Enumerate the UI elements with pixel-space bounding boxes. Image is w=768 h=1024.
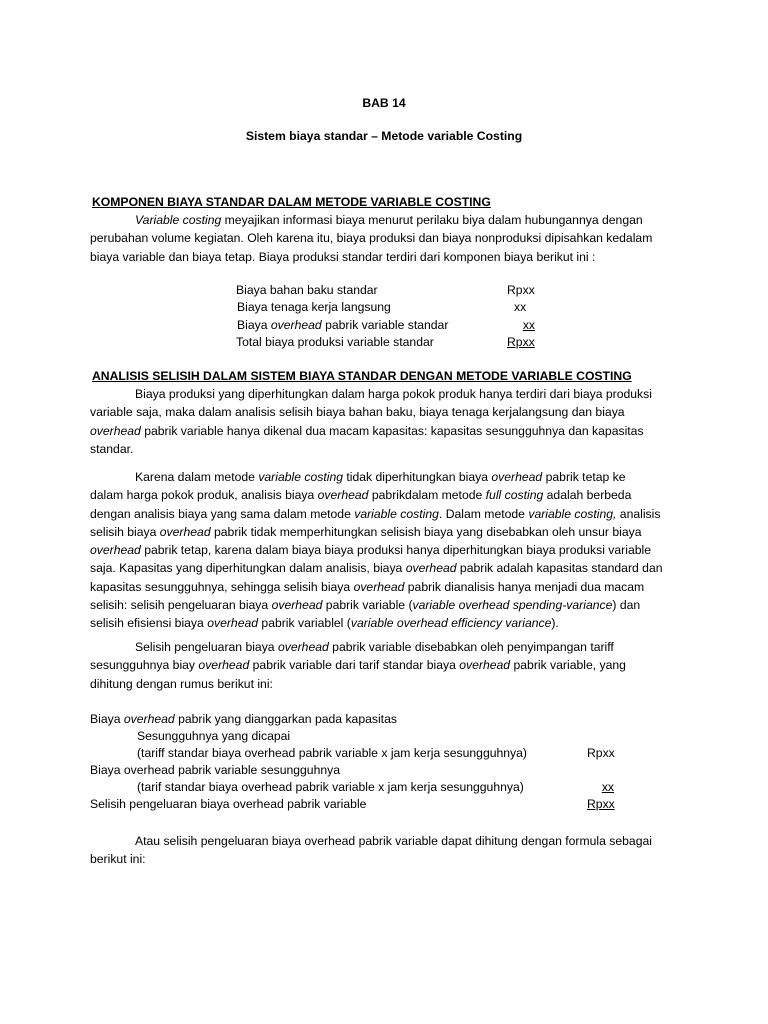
paragraph-line [90, 578, 690, 596]
cost-row-value: Rpxx [507, 335, 535, 349]
italic-term: overhead [353, 579, 405, 594]
italic-term: overhead [317, 488, 369, 503]
paragraph-line [90, 486, 690, 504]
italic-term: overhead [491, 470, 543, 484]
paragraph-line [90, 422, 690, 440]
paragraph-line: Biaya produksi yang diperhitungkan dalam harga pokok produk hanya terdiri dari biaya produksi [135, 387, 652, 401]
text-run: kapasitas sesungguhnya, sehingga selisih biaya [90, 579, 354, 594]
paragraph-line [90, 505, 690, 523]
italic-term: overhead [270, 318, 322, 332]
text-run: pabrik variable ( [322, 598, 413, 613]
cost-row-label: Biaya tenaga kerja langsung [237, 300, 391, 314]
paragraph-line [90, 211, 690, 229]
cost-row-value: xx [522, 318, 535, 332]
text-run: dalam harga pokok produk, analisis biaya [90, 488, 318, 503]
text-run: analisis [616, 506, 661, 521]
cost-row-value: Rpxx [507, 283, 535, 297]
italic-term: Variable costing [135, 213, 222, 227]
section2-paragraph-2 [90, 468, 690, 633]
italic-term: variable costing [258, 470, 343, 484]
cost-row-label: Biaya bahan baku standar [236, 283, 378, 297]
italic-term: overhead [271, 598, 323, 613]
paragraph-line: biaya variable dan biaya tetap. Biaya produksi standar terdiri dari komponen biaya berikut ini : [90, 249, 596, 264]
section2-paragraph-1 [90, 385, 690, 458]
text-run: selisih efisiensi biaya [90, 616, 208, 631]
text-run: ). [551, 616, 559, 631]
text-run: Biaya [90, 712, 124, 726]
text-run: selisih biaya [90, 524, 160, 539]
paragraph-line [90, 614, 690, 632]
text-run: pabrik dianalisis hanya menjadi dua macam [404, 579, 645, 594]
formula-value: Rpxx [587, 797, 615, 811]
text-run: Biaya [237, 318, 271, 332]
text-run: meyajikan informasi biaya menurut perilaku biya dalam hubungannya dengan [221, 213, 643, 227]
paragraph-line: perubahan volume kegiatan. Oleh karena itu, biaya produksi dan biaya nonproduksi dipisahkan kedalam [90, 231, 653, 246]
section2-paragraph-4 [90, 832, 690, 869]
italic-term: overhead [405, 561, 457, 576]
formula-value: Rpxx [587, 746, 615, 760]
italic-term: overhead [90, 423, 141, 438]
formula-line: Biaya overhead pabrik variable sesungguhnya [90, 763, 341, 777]
italic-term: overhead [459, 658, 511, 673]
italic-term: overhead [159, 524, 211, 539]
formula-line: (tarif standar biaya overhead pabrik variable x jam kerja sesungguhnya) [137, 780, 524, 794]
paragraph-line: variable saja, maka dalam analisis selisih biaya bahan baku, biaya tenaga kerjalangsung dan biaya [90, 405, 625, 420]
text-run: pabrik tidak memperhitungkan selisish biaya yang disebabkan oleh unsur biaya [210, 524, 642, 539]
text-run: ) dan [612, 598, 641, 613]
paragraph-line: standar. [90, 441, 134, 456]
italic-term: overhead [207, 616, 259, 631]
paragraph-line [90, 638, 690, 656]
text-run: saja. Kapasitas yang diperhitungkan dalam analisis, biaya [90, 561, 406, 576]
text-run: pabrik variable, yang [510, 658, 626, 673]
text-run: pabrik adalah kapasitas standard dan [456, 561, 663, 576]
paragraph-line [90, 541, 690, 559]
text-run: Selisih pengeluaran biaya [135, 640, 278, 654]
italic-term: variable costing [354, 506, 439, 521]
text-run: pabrik yang dianggarkan pada kapasitas [174, 712, 397, 726]
text-run: selisih: selisih pengeluaran biaya [90, 598, 272, 613]
text-run: pabrik variablel ( [258, 616, 351, 631]
text-run: pabrik tetap, karena dalam biaya biaya produksi hanya diperhitungkan biaya produksi variable [140, 543, 651, 558]
text-run: pabrik variable disebabkan oleh penyimpangan tariff [328, 640, 614, 654]
formula-line [90, 712, 397, 726]
italic-term: overhead [90, 543, 141, 558]
paragraph-line [90, 523, 690, 541]
cost-row-label [237, 318, 448, 332]
text-run: pabrik variable standar [321, 318, 449, 332]
cost-row-label: Total biaya produksi variable standar [236, 335, 434, 349]
formula-line: (tariff standar biaya overhead pabrik variable x jam kerja sesungguhnya) [137, 746, 527, 760]
text-run: pabrik variable hanya dikenal dua macam kapasitas: kapasitas sesungguhnya dan kapasitas [140, 423, 644, 438]
formula-value: xx [601, 780, 614, 794]
text-run: sesungguhnya biay [90, 658, 199, 673]
paragraph-line: dihitung dengan rumus berikut ini: [90, 676, 273, 691]
italic-term: overhead [277, 640, 329, 654]
text-run: adalah berbeda [543, 488, 632, 503]
text-run: . Dalam metode [438, 506, 529, 521]
cost-row-value: xx [514, 300, 527, 314]
paragraph-line [90, 468, 690, 486]
paragraph-line [90, 656, 690, 674]
text-run: tidak diperhitungkan biaya [343, 470, 492, 484]
text-run: Karena dalam metode [135, 470, 259, 484]
paragraph-line [90, 596, 690, 614]
section1-paragraph [90, 211, 690, 266]
text-run: dengan analisis biaya yang sama dalam metode [90, 506, 355, 521]
formula-line: Sesungguhnya yang dicapai [137, 729, 291, 743]
section2-paragraph-3 [90, 638, 690, 693]
italic-term: overhead [123, 712, 175, 726]
italic-term: variable overhead efficiency variance [350, 616, 552, 631]
paragraph-line [90, 559, 690, 577]
text-run: pabrik tetap ke [542, 470, 626, 484]
document-title: Sistem biaya standar – Metode variable Costing [245, 129, 523, 143]
section1-heading: KOMPONEN BIAYA STANDAR DALAM METODE VARIABLE COSTING [92, 195, 491, 209]
italic-term: overhead [198, 658, 250, 673]
paragraph-line: Atau selisih pengeluaran biaya overhead pabrik variable dapat dihitung dengan formula sebagai [135, 834, 652, 848]
text-run: pabrikdalam metode [368, 488, 486, 503]
paragraph-line: berikut ini: [90, 852, 146, 867]
formula-line: Selisih pengeluaran biaya overhead pabrik variable [90, 797, 367, 811]
section2-heading: ANALISIS SELISIH DALAM SISTEM BIAYA STANDAR DENGAN METODE VARIABLE COSTING [92, 369, 632, 383]
italic-term: variable costing, [528, 506, 617, 521]
italic-term: variable overhead spending-variance [412, 598, 613, 613]
italic-term: full costing [485, 488, 544, 503]
text-run: pabrik variable dari tarif standar biaya [249, 658, 460, 673]
chapter-title: BAB 14 [362, 96, 406, 110]
